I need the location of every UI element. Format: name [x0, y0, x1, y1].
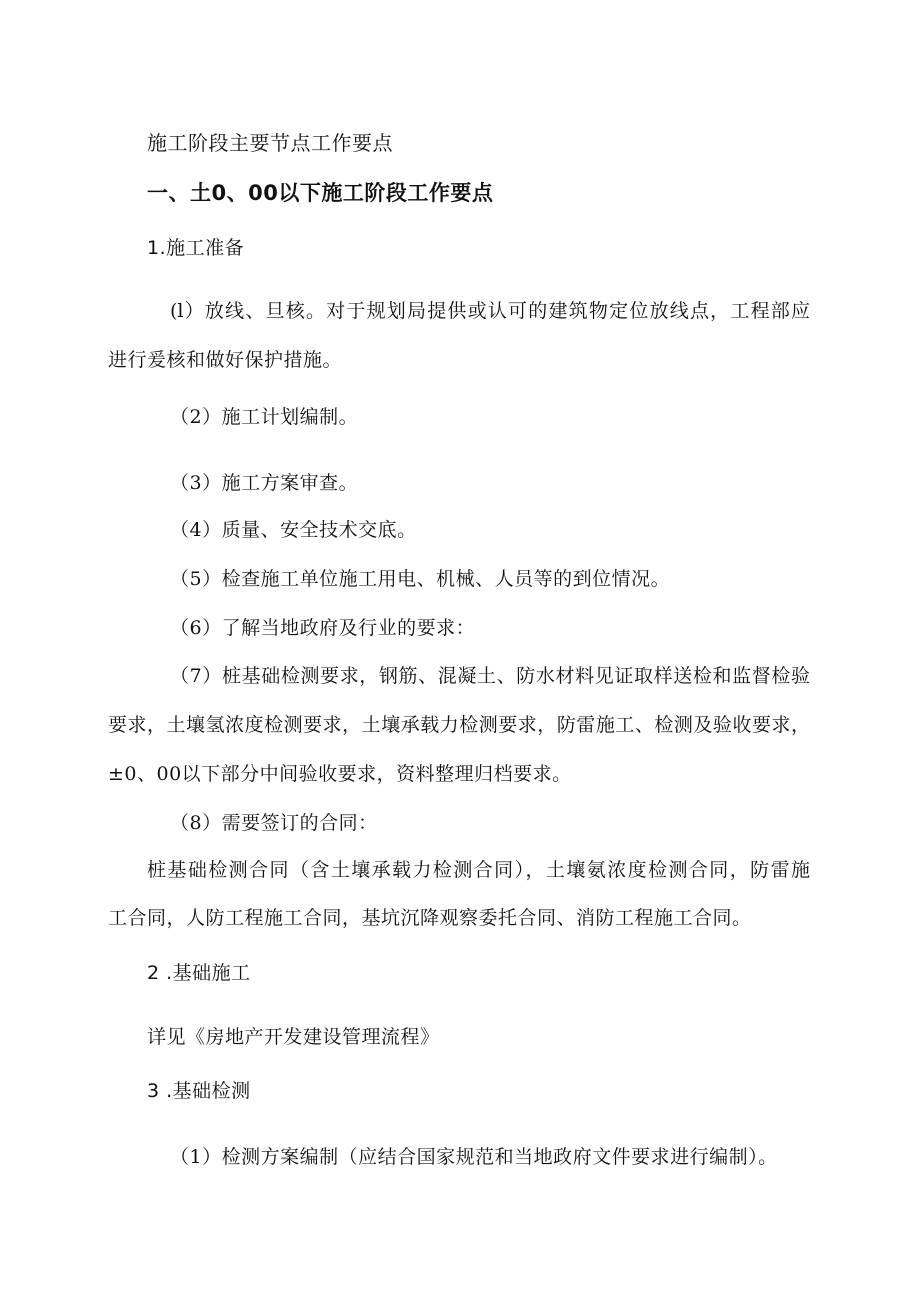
- item-1-line-2: 进行爰核和做好保护措施。: [108, 349, 343, 371]
- item-8: （8）需要签订的合同：: [170, 812, 378, 834]
- section-heading-1: 一、土0、00以下施工阶段工作要点: [147, 181, 494, 205]
- contracts-line-1: 桩基础检测合同（含土壤承载力检测合同），土壤氨浓度检测合同，防雷施: [147, 859, 810, 881]
- item-5: （5）检查施工单位施工用电、机械、人员等的到位情况。: [170, 568, 671, 590]
- item-7-line-2: 要求，土壤氢浓度检测要求，土壤承载力检测要求，防雷施工、检测及验收要求，: [108, 714, 810, 736]
- item-7-line-3: ±0、00以下部分中间验收要求，资料整理归档要求。: [108, 763, 572, 785]
- item-4: （4）质量、安全技术交底。: [170, 519, 417, 541]
- subsection-3-item-1: （1）检测方案编制（应结合国家规范和当地政府文件要求进行编制）。: [170, 1146, 778, 1168]
- item-7-line-1: （7）桩基础检测要求，钢筋、混凝土、防水材料见证取样送检和监督检验: [170, 665, 810, 687]
- item-2: （2）施工计划编制。: [170, 406, 359, 428]
- item-1-line-1: (l）放线、旦核。对于规划局提供或认可的建筑物定位放线点，工程部应: [170, 300, 810, 322]
- subsection-heading-3: 3 .基础检测: [147, 1080, 251, 1102]
- contracts-line-2: 工合同，人防工程施工合同，基坑沉降观察委托合同、消防工程施工合同。: [108, 907, 752, 929]
- subsection-2-text: 详见《房地产开发建设管理流程》: [147, 1026, 440, 1048]
- subsection-heading-2: 2 .基础施工: [147, 962, 251, 984]
- item-3: （3）施工方案审查。: [170, 472, 359, 494]
- item-6: （6）了解当地政府及行业的要求：: [170, 617, 476, 639]
- subsection-heading-1: 1.施工准备: [147, 237, 245, 259]
- document-title: 施工阶段主要节点工作要点: [147, 131, 393, 155]
